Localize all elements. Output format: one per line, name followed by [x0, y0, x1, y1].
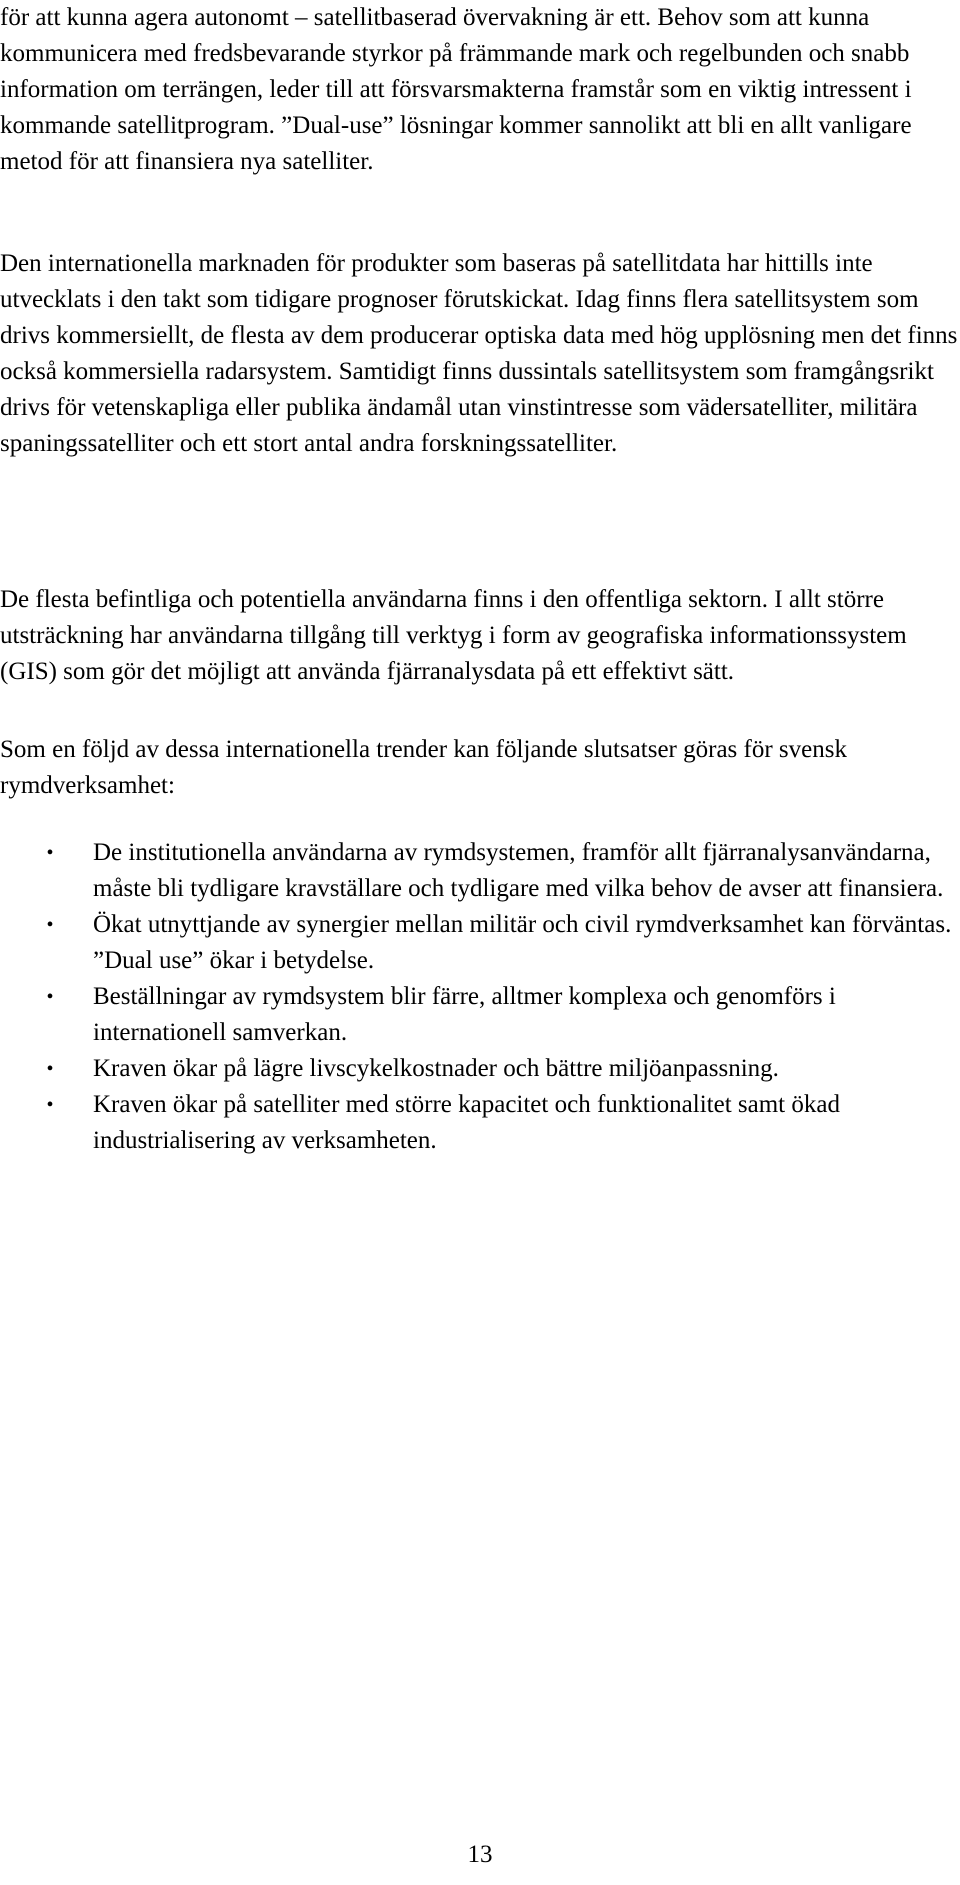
list-item-text: Kraven ökar på lägre livscykelkostnader och bättre miljöanpassning. — [93, 1055, 779, 1082]
list-item — [0, 1087, 960, 1159]
paragraph-3: De flesta befintliga och potentiella användarna finns i den offentliga sektorn. I allt större utsträckning har användarna tillgång till verktyg i form av geografiska informationssystem (GIS) som gör det möjligt att använda fjärranalysdata på ett effektivt sätt. — [0, 586, 907, 685]
list-item-text: Kraven ökar på satelliter med större kapacitet och funktionalitet samt ökad industrialisering av verksamheten. — [93, 1091, 840, 1154]
list-item-text: De institutionella användarna av rymdsystemen, framför allt fjärranalysanvändarna, måste bli tydligare kravställare och tydligare med vilka behov de avser att finansiera. — [93, 839, 944, 902]
list-item-text: Ökat utnyttjande av synergier mellan militär och civil rymdverksamhet kan förväntas. ”Dual use” ökar i betydelse. — [93, 911, 952, 974]
bullet-icon: • — [46, 986, 54, 1008]
bullet-icon: • — [46, 914, 54, 936]
bullet-icon: • — [46, 842, 54, 864]
list-item — [0, 1051, 960, 1087]
list-item-text: Beställningar av rymdsystem blir färre, alltmer komplexa och genomförs i internationell samverkan. — [93, 983, 836, 1046]
list-item — [0, 979, 960, 1051]
list-item — [0, 907, 960, 979]
paragraph-4: Som en följd av dessa internationella trender kan följande slutsatser göras för svensk rymdverksamhet: — [0, 736, 847, 799]
paragraph-1: för att kunna agera autonomt – satellitbaserad övervakning är ett. Behov som att kunna kommunicera med fredsbevarande styrkor på främmande mark och regelbunden och snabb information om terrängen, leder till att försvarsmakterna framstår som en viktig intressent i kommande satellitprogram. ”Dual-use” lösningar kommer sannolikt att bli en allt vanligare metod för att finansiera nya satelliter. — [0, 4, 912, 175]
bullet-icon: • — [46, 1058, 54, 1080]
bullet-icon: • — [46, 1094, 54, 1116]
conclusions-list — [0, 835, 960, 1159]
page-number: 13 — [467, 1841, 493, 1868]
list-item — [0, 835, 960, 907]
paragraph-2: Den internationella marknaden för produkter som baseras på satellitdata har hittills inte utvecklats i den takt som tidigare prognoser förutskickat. Idag finns flera satellitsystem som drivs kommersiellt, de flesta av dem producerar optiska data med hög upplösning men det finns också kommersiella radarsystem. Samtidigt finns dussintals satellitsystem som framgångsrikt drivs för vetenskapliga eller publika ändamål utan vinstintresse som vädersatelliter, militära spaningssatelliter och ett stort antal andra forskningssatelliter. — [0, 250, 958, 457]
